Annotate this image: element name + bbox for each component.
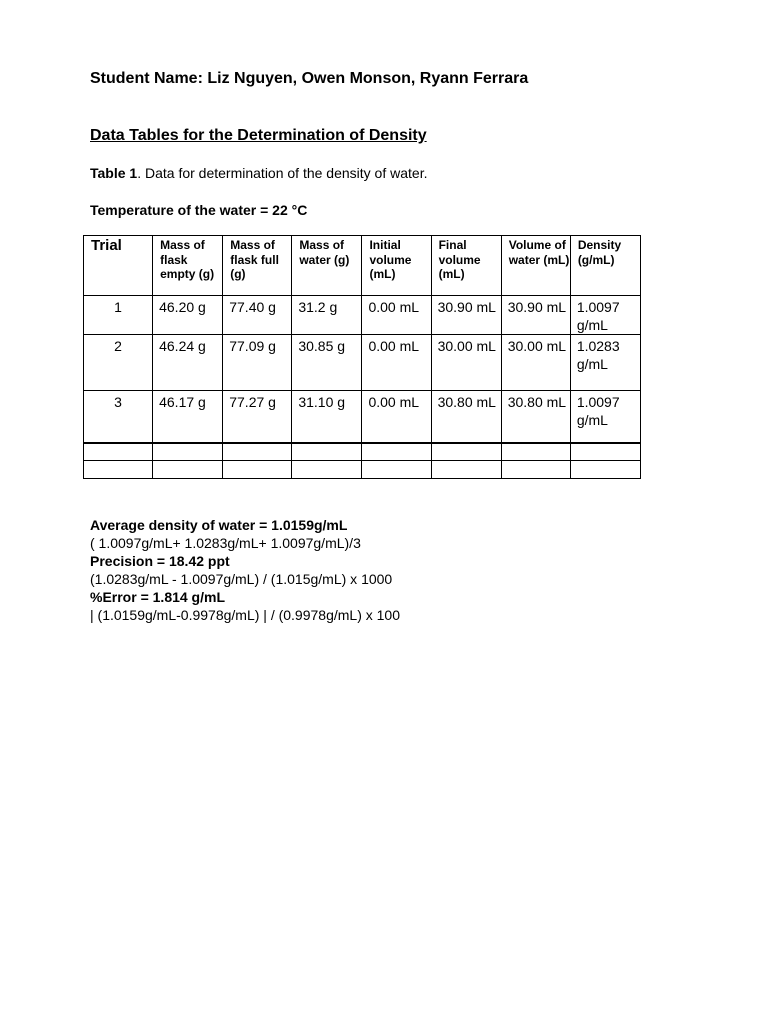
cell-trial: 2 <box>84 335 153 391</box>
empty-cell <box>570 443 640 461</box>
header-trial: Trial <box>84 236 153 296</box>
empty-cell <box>501 443 570 461</box>
cell-mass-flask-full: 77.40 g <box>223 296 292 335</box>
cell-mass-water: 31.10 g <box>292 391 362 443</box>
table-row <box>84 335 641 391</box>
table-row <box>84 391 641 443</box>
table-header-row <box>84 236 641 296</box>
header-mass-flask-empty: Mass of flask empty (g) <box>153 236 223 296</box>
cell-initial-volume: 0.00 mL <box>362 391 431 443</box>
density-data-table <box>83 235 641 479</box>
empty-cell <box>223 461 292 479</box>
empty-cell <box>153 443 223 461</box>
cell-mass-water: 31.2 g <box>292 296 362 335</box>
empty-cell <box>570 461 640 479</box>
empty-cell <box>362 461 431 479</box>
cell-mass-flask-empty: 46.20 g <box>153 296 223 335</box>
table-row <box>84 296 641 335</box>
header-mass-flask-full: Mass of flask full (g) <box>223 236 292 296</box>
empty-table-row <box>84 461 641 479</box>
table-caption-text: . Data for determination of the density of water. <box>137 165 428 181</box>
cell-density: 1.0097 g/mL <box>570 296 640 335</box>
empty-cell <box>84 443 153 461</box>
cell-initial-volume: 0.00 mL <box>362 296 431 335</box>
cell-trial: 1 <box>84 296 153 335</box>
precision-calculation: (1.0283g/mL - 1.0097g/mL) / (1.015g/mL) x 1000 <box>90 571 393 587</box>
cell-mass-flask-empty: 46.24 g <box>153 335 223 391</box>
empty-cell <box>153 461 223 479</box>
cell-volume-water: 30.90 mL <box>501 296 570 335</box>
cell-mass-flask-full: 77.27 g <box>223 391 292 443</box>
page-title: Data Tables for the Determination of Density <box>90 127 427 144</box>
cell-trial: 3 <box>84 391 153 443</box>
student-names: Student Name: Liz Nguyen, Owen Monson, Ryann Ferrara <box>90 70 529 87</box>
percent-error-calculation: | (1.0159g/mL-0.9978g/mL) | / (0.9978g/mL) x 100 <box>90 607 401 623</box>
table-caption <box>90 165 427 181</box>
average-density-label: Average density of water = 1.0159g/mL <box>90 517 348 533</box>
cell-volume-water: 30.00 mL <box>501 335 570 391</box>
average-density-calculation: ( 1.0097g/mL+ 1.0283g/mL+ 1.0097g/mL)/3 <box>90 535 361 551</box>
empty-table-row <box>84 443 641 461</box>
cell-final-volume: 30.80 mL <box>431 391 501 443</box>
empty-cell <box>431 461 501 479</box>
table-caption-label: Table 1 <box>90 165 138 181</box>
header-final-volume: Final volume (mL) <box>431 236 501 296</box>
header-density: Density (g/mL) <box>570 236 640 296</box>
header-initial-volume: Initial volume (mL) <box>362 236 431 296</box>
precision-label: Precision = 18.42 ppt <box>90 553 230 569</box>
empty-cell <box>292 461 362 479</box>
empty-cell <box>362 443 431 461</box>
cell-mass-flask-full: 77.09 g <box>223 335 292 391</box>
empty-cell <box>431 443 501 461</box>
empty-cell <box>292 443 362 461</box>
header-volume-water: Volume of water (mL) <box>501 236 570 296</box>
cell-density: 1.0097 g/mL <box>570 391 640 443</box>
cell-final-volume: 30.00 mL <box>431 335 501 391</box>
water-temperature: Temperature of the water = 22 °C <box>90 202 308 218</box>
empty-cell <box>223 443 292 461</box>
cell-mass-flask-empty: 46.17 g <box>153 391 223 443</box>
header-mass-water: Mass of water (g) <box>292 236 362 296</box>
empty-cell <box>501 461 570 479</box>
cell-density: 1.0283 g/mL <box>570 335 640 391</box>
empty-cell <box>84 461 153 479</box>
results-summary <box>90 516 400 624</box>
cell-initial-volume: 0.00 mL <box>362 335 431 391</box>
percent-error-label: %Error = 1.814 g/mL <box>90 589 226 605</box>
cell-mass-water: 30.85 g <box>292 335 362 391</box>
cell-volume-water: 30.80 mL <box>501 391 570 443</box>
cell-final-volume: 30.90 mL <box>431 296 501 335</box>
